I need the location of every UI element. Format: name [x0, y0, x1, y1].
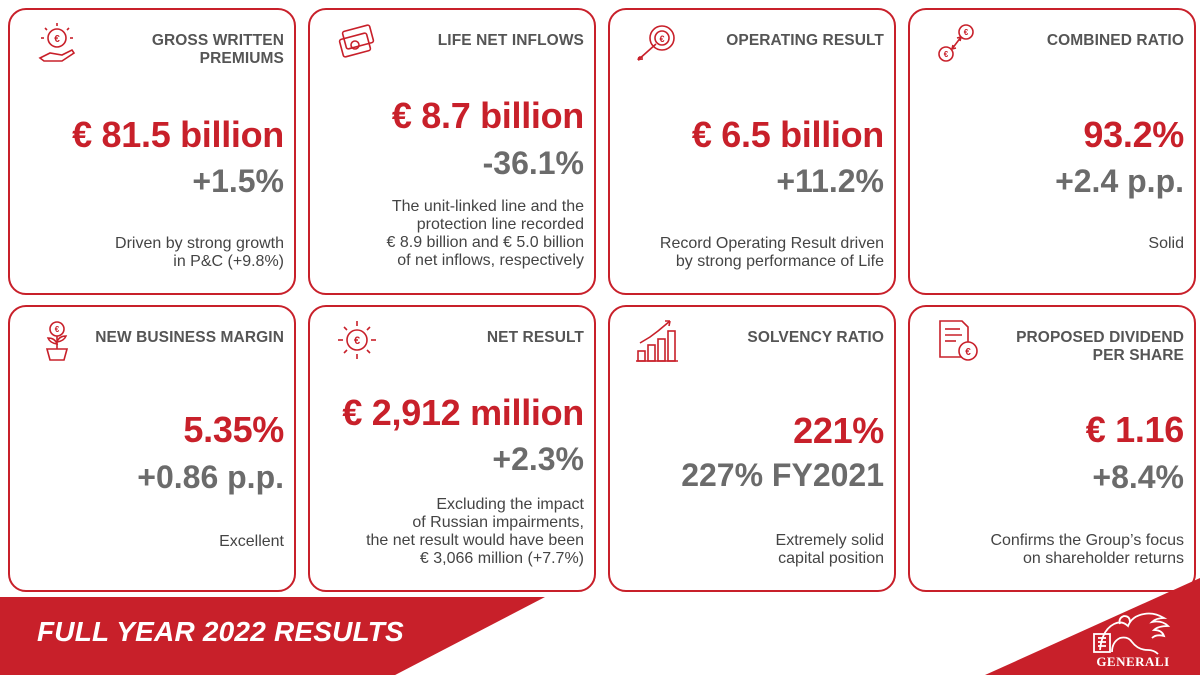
svg-text:€: € [943, 50, 949, 59]
card-value: € 8.7 billion [391, 95, 584, 136]
card-delta: +8.4% [1092, 459, 1184, 495]
card-value: 5.35% [183, 409, 284, 450]
card-note: Record Operating Result driven by strong performance of Life [659, 235, 884, 270]
card-note: Excellent [219, 533, 284, 550]
card-net-result [308, 305, 596, 592]
svg-text:€: € [54, 325, 60, 334]
euro-coins-exchange-icon [932, 20, 982, 66]
card-value: € 2,912 million [342, 392, 584, 433]
card-note: Solid [1148, 235, 1184, 252]
card-delta: +2.4 p.p. [1055, 163, 1184, 199]
card-note: Excluding the impact of Russian impairments, the net result would have been € 3,066 million (+7.7%) [366, 496, 584, 567]
card-delta: +1.5% [192, 163, 284, 199]
card-value: € 1.16 [1085, 409, 1184, 450]
card-combined-ratio [908, 8, 1196, 295]
card-solvency-ratio [608, 305, 896, 592]
card-value: € 81.5 billion [72, 114, 284, 155]
hand-euro-coin-icon [32, 20, 82, 66]
svg-text:€: € [659, 34, 665, 44]
card-title: NEW BUSINESS MARGIN [95, 329, 284, 346]
svg-text:€: € [965, 347, 971, 358]
document-euro-icon [932, 317, 982, 363]
euro-plant-icon [32, 317, 82, 363]
card-new-business-margin [8, 305, 296, 592]
card-note: Confirms the Group’s focus on shareholder returns [990, 532, 1184, 567]
target-arrow-icon [632, 20, 682, 66]
bar-chart-growth-icon [632, 317, 682, 363]
card-title: PROPOSED DIVIDEND PER SHARE [1016, 329, 1184, 364]
card-title: NET RESULT [486, 329, 584, 346]
card-value: € 6.5 billion [691, 114, 884, 155]
card-delta: +11.2% [776, 163, 884, 199]
card-title: LIFE NET INFLOWS [437, 32, 584, 49]
card-delta: +2.3% [492, 441, 584, 477]
card-note: Extremely solid capital position [775, 532, 884, 567]
card-delta: -36.1% [482, 145, 584, 181]
card-life-net-inflows [308, 8, 596, 295]
card-value: 93.2% [1083, 114, 1184, 155]
banner-title: FULL YEAR 2022 RESULTS [37, 616, 404, 647]
svg-text:€: € [54, 34, 60, 45]
banknotes-icon [332, 20, 382, 66]
svg-text:€: € [963, 28, 969, 37]
card-operating-result [608, 8, 896, 295]
winged-lion-logo [1090, 600, 1176, 662]
card-value: 221% [793, 410, 884, 451]
card-title: COMBINED RATIO [1046, 32, 1184, 49]
card-delta: 227% FY2021 [681, 457, 884, 493]
card-delta: +0.86 p.p. [137, 459, 284, 495]
euro-sun-icon [332, 317, 382, 363]
card-gross-written-premiums [8, 8, 296, 295]
card-proposed-dividend [908, 305, 1196, 592]
card-title: GROSS WRITTEN PREMIUMS [151, 32, 284, 67]
card-note: Driven by strong growth in P&C (+9.8%) [115, 235, 284, 270]
card-title: SOLVENCY RATIO [747, 329, 884, 346]
brand-name: GENERALI [1096, 654, 1170, 669]
card-title: OPERATING RESULT [726, 32, 884, 49]
card-note: The unit-linked line and the protection line recorded € 8.9 billion and € 5.0 billion of net inflows, respectively [386, 198, 584, 269]
svg-text:€: € [353, 335, 361, 347]
